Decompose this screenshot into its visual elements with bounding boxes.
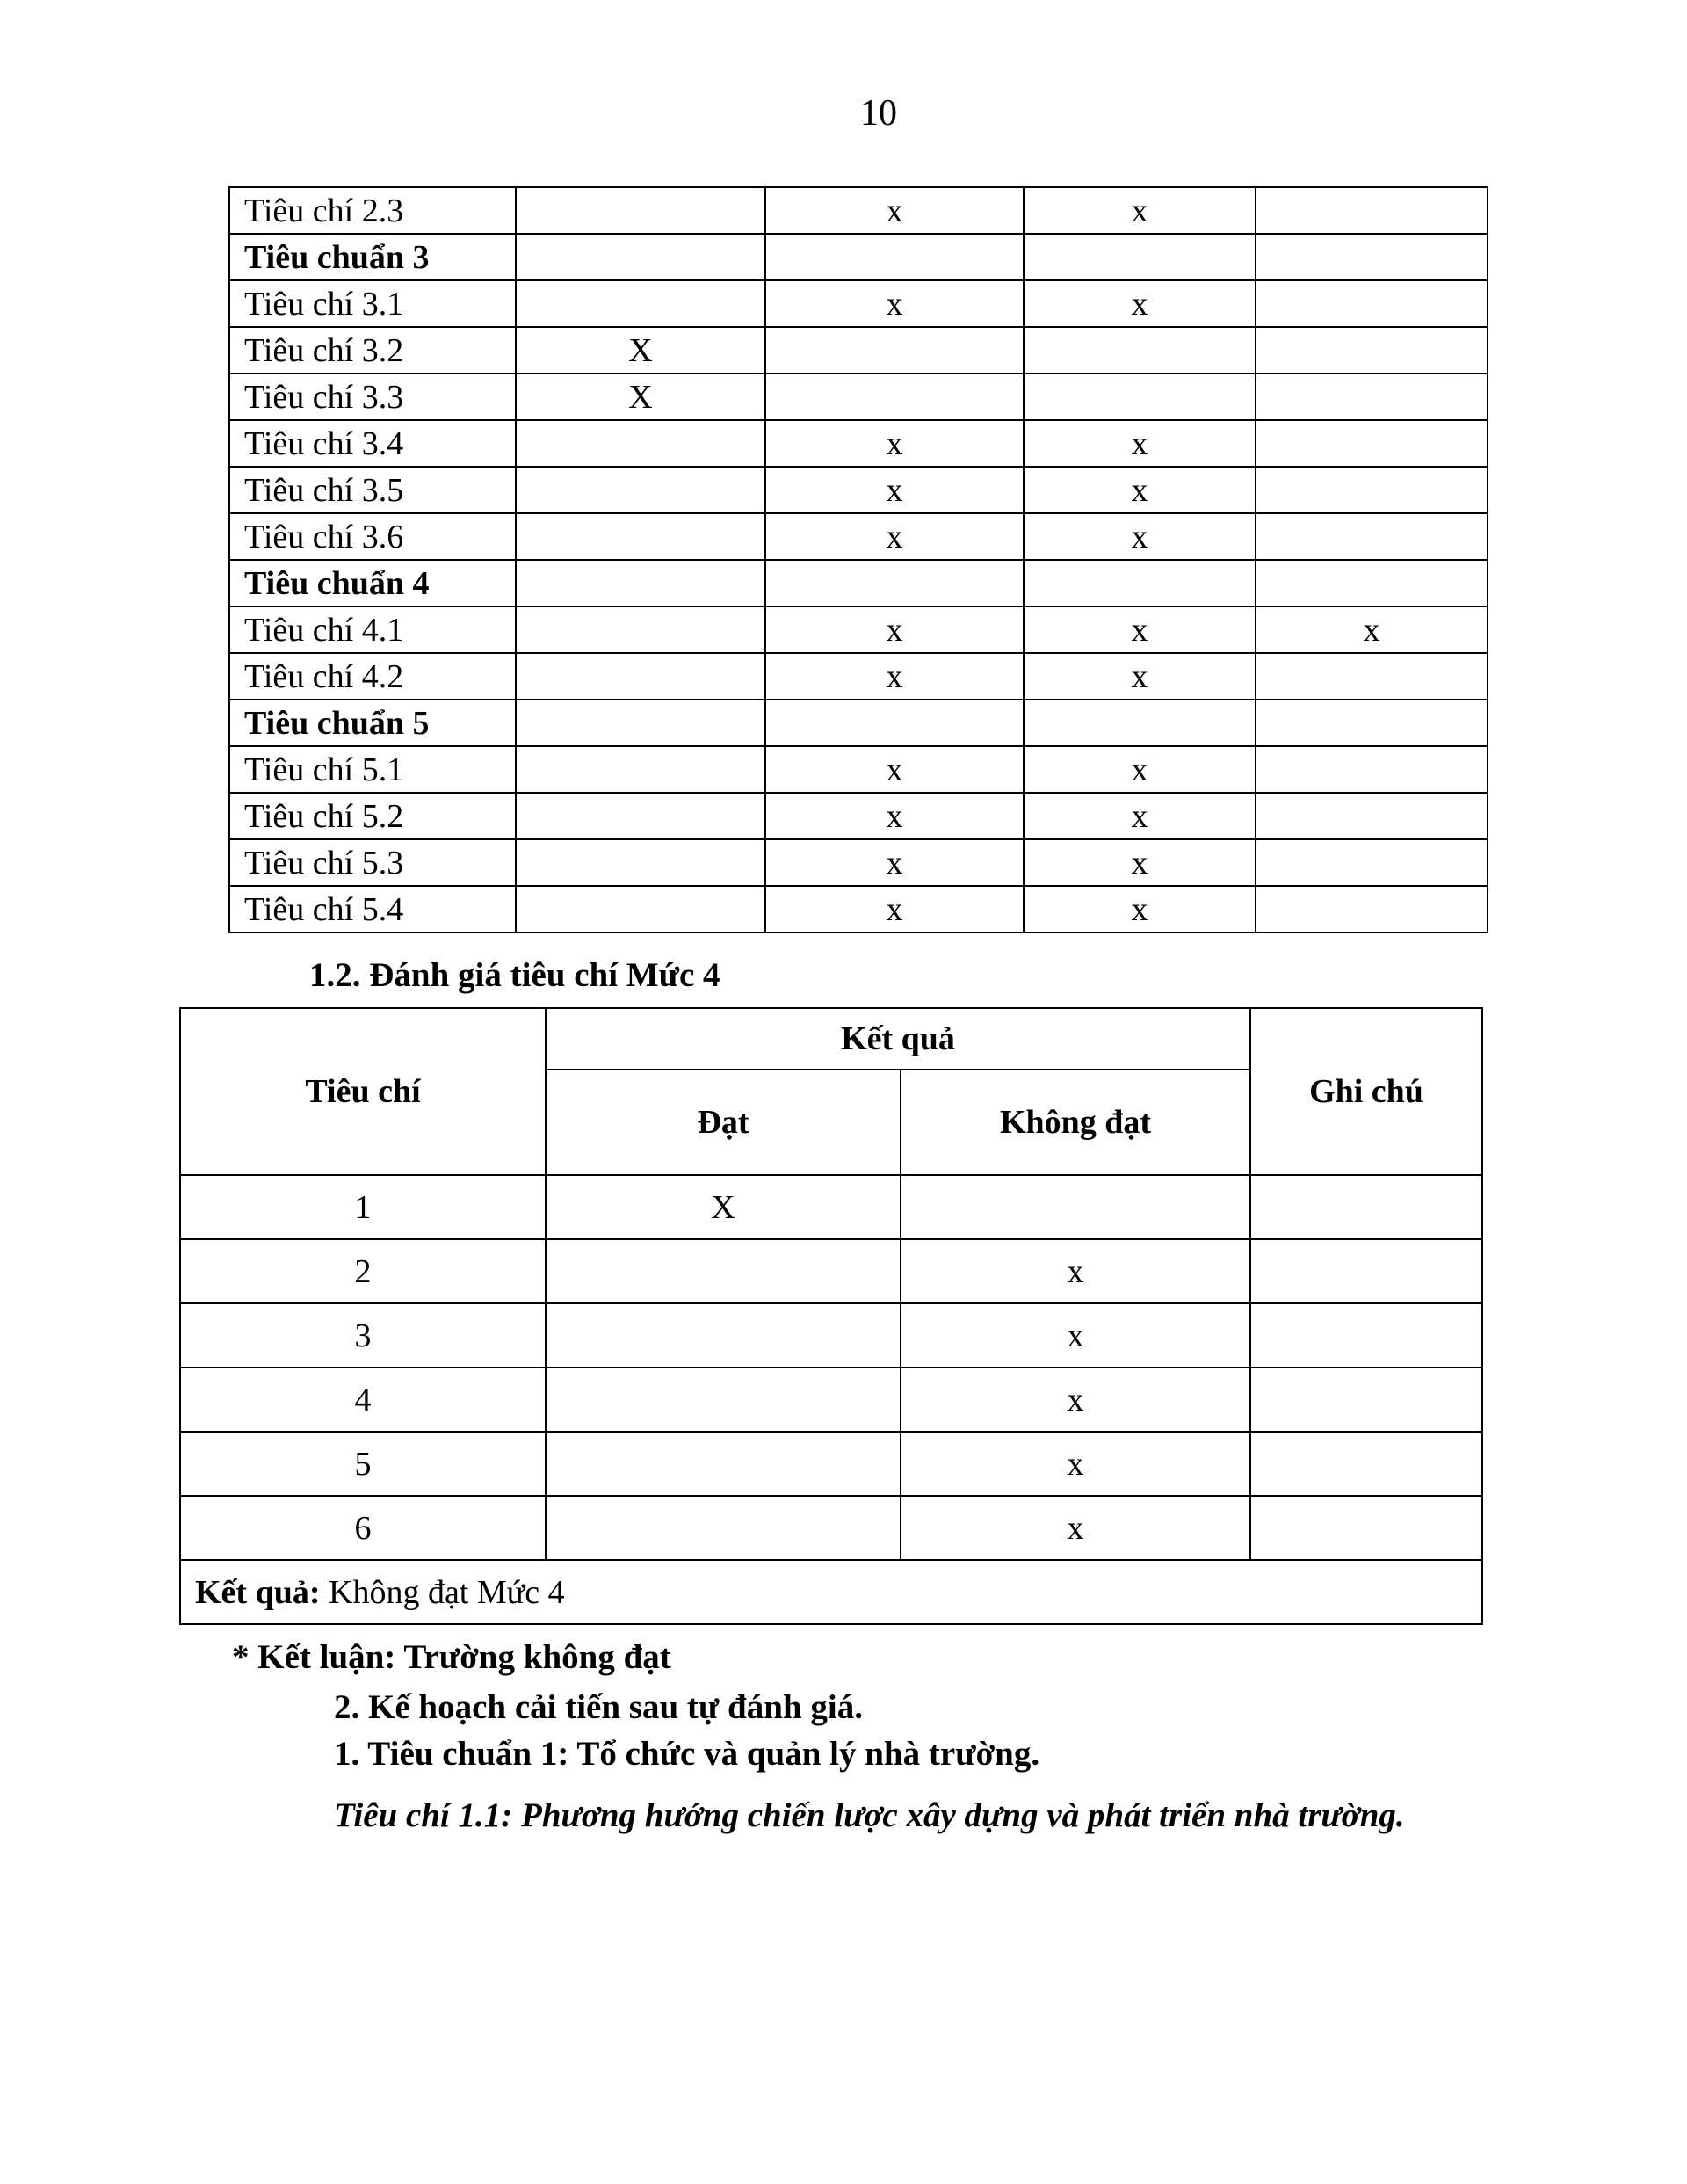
mark-cell-col3: x [765, 653, 1024, 700]
header-pass: Đạt [546, 1070, 901, 1175]
criterion-label: Tiêu chí 3.6 [229, 513, 516, 560]
pass-cell [546, 1496, 901, 1560]
mark-cell-col2 [516, 839, 765, 886]
fail-cell: x [901, 1368, 1250, 1432]
criterion-label: Tiêu chí 3.4 [229, 420, 516, 467]
mark-cell-col2 [516, 187, 765, 234]
mark-cell-col3: x [765, 793, 1024, 839]
criterion-1-1-paragraph: Tiêu chí 1.1: Phương hướng chiến lược xây dựng và phát triển nhà trường. [334, 1796, 1405, 1834]
pass-cell [546, 1368, 901, 1432]
mark-cell-col3 [765, 700, 1024, 746]
table-row [229, 746, 1488, 793]
table-row [229, 467, 1488, 513]
criterion-label: Tiêu chí 5.1 [229, 746, 516, 793]
mark-cell-col3: x [765, 187, 1024, 234]
mark-cell-col3 [765, 327, 1024, 374]
mark-cell-col4 [1024, 700, 1256, 746]
mark-cell-col5 [1256, 700, 1488, 746]
header-note: Ghi chú [1250, 1008, 1482, 1175]
mark-cell-col5 [1256, 886, 1488, 932]
section-heading: 1.2. Đánh giá tiêu chí Mức 4 [309, 956, 720, 994]
table-row [229, 700, 1488, 746]
mark-cell-col2: X [516, 374, 765, 420]
criterion-label: Tiêu chí 3.5 [229, 467, 516, 513]
mark-cell-col2 [516, 746, 765, 793]
table-row [229, 839, 1488, 886]
mark-cell-col5 [1256, 653, 1488, 700]
mark-cell-col2 [516, 513, 765, 560]
criterion-number: 2 [180, 1239, 546, 1303]
table-row [180, 1303, 1482, 1368]
mark-cell-col3: x [765, 839, 1024, 886]
table-row [229, 234, 1488, 280]
improvement-plan-heading: 2. Kế hoạch cải tiến sau tự đánh giá. [334, 1688, 863, 1726]
note-cell [1250, 1432, 1482, 1496]
table-row [229, 606, 1488, 653]
table-row [180, 1496, 1482, 1560]
note-cell [1250, 1368, 1482, 1432]
mark-cell-col3 [765, 234, 1024, 280]
mark-cell-col3: x [765, 886, 1024, 932]
mark-cell-col5 [1256, 467, 1488, 513]
mark-cell-col3 [765, 560, 1024, 606]
page-number: 10 [860, 93, 897, 134]
criterion-label: Tiêu chí 4.2 [229, 653, 516, 700]
mark-cell-col5 [1256, 187, 1488, 234]
criterion-number: 5 [180, 1432, 546, 1496]
mark-cell-col2 [516, 606, 765, 653]
mark-cell-col2: X [516, 327, 765, 374]
level4-evaluation-table [179, 1007, 1483, 1625]
criteria-level-table [228, 186, 1488, 933]
mark-cell-col3: x [765, 467, 1024, 513]
mark-cell-col5 [1256, 420, 1488, 467]
mark-cell-col2 [516, 700, 765, 746]
mark-cell-col5 [1256, 327, 1488, 374]
criterion-label: Tiêu chí 5.4 [229, 886, 516, 932]
mark-cell-col5 [1256, 839, 1488, 886]
table-row [229, 793, 1488, 839]
result-row [180, 1560, 1482, 1624]
header-fail: Không đạt [901, 1070, 1250, 1175]
mark-cell-col4: x [1024, 606, 1256, 653]
level4-table-body [180, 1175, 1482, 1560]
mark-cell-col2 [516, 420, 765, 467]
fail-cell: x [901, 1432, 1250, 1496]
mark-cell-col2 [516, 653, 765, 700]
criterion-number: 3 [180, 1303, 546, 1368]
criterion-label: Tiêu chí 5.2 [229, 793, 516, 839]
mark-cell-col4: x [1024, 420, 1256, 467]
table-row [180, 1368, 1482, 1432]
standard-label: Tiêu chuẩn 5 [229, 700, 516, 746]
mark-cell-col5 [1256, 234, 1488, 280]
mark-cell-col2 [516, 793, 765, 839]
criterion-label: Tiêu chí 3.1 [229, 280, 516, 327]
table-row [229, 420, 1488, 467]
result-label: Kết quả: [195, 1573, 321, 1611]
table-row [180, 1239, 1482, 1303]
mark-cell-col2 [516, 234, 765, 280]
mark-cell-col2 [516, 886, 765, 932]
mark-cell-col5 [1256, 280, 1488, 327]
standard-1-heading: 1. Tiêu chuẩn 1: Tổ chức và quản lý nhà trường. [334, 1735, 1040, 1773]
mark-cell-col4: x [1024, 653, 1256, 700]
mark-cell-col4 [1024, 234, 1256, 280]
mark-cell-col4 [1024, 327, 1256, 374]
table-row [180, 1432, 1482, 1496]
table-row [229, 653, 1488, 700]
mark-cell-col5 [1256, 513, 1488, 560]
standard-label: Tiêu chuẩn 3 [229, 234, 516, 280]
note-cell [1250, 1303, 1482, 1368]
mark-cell-col2 [516, 280, 765, 327]
criterion-label: Tiêu chí 3.3 [229, 374, 516, 420]
table-row [180, 1175, 1482, 1239]
criterion-number: 1 [180, 1175, 546, 1239]
mark-cell-col4: x [1024, 886, 1256, 932]
result-cell [180, 1560, 1482, 1624]
mark-cell-col3: x [765, 280, 1024, 327]
mark-cell-col3: x [765, 606, 1024, 653]
table-row [229, 560, 1488, 606]
mark-cell-col3 [765, 374, 1024, 420]
criterion-number: 4 [180, 1368, 546, 1432]
mark-cell-col4 [1024, 560, 1256, 606]
criterion-label: Tiêu chí 4.1 [229, 606, 516, 653]
mark-cell-col4: x [1024, 746, 1256, 793]
mark-cell-col5: x [1256, 606, 1488, 653]
mark-cell-col2 [516, 560, 765, 606]
mark-cell-col5 [1256, 793, 1488, 839]
fail-cell: x [901, 1239, 1250, 1303]
criteria-level-table-body [229, 187, 1488, 932]
pass-cell [546, 1432, 901, 1496]
criterion-label: Tiêu chí 3.2 [229, 327, 516, 374]
mark-cell-col4: x [1024, 839, 1256, 886]
mark-cell-col5 [1256, 374, 1488, 420]
pass-cell [546, 1239, 901, 1303]
table-row [229, 513, 1488, 560]
criterion-number: 6 [180, 1496, 546, 1560]
criterion-label: Tiêu chí 2.3 [229, 187, 516, 234]
table-row [229, 187, 1488, 234]
mark-cell-col4: x [1024, 187, 1256, 234]
note-cell [1250, 1496, 1482, 1560]
criterion-label: Tiêu chí 5.3 [229, 839, 516, 886]
mark-cell-col4: x [1024, 467, 1256, 513]
note-cell [1250, 1175, 1482, 1239]
mark-cell-col4 [1024, 374, 1256, 420]
table-row [229, 886, 1488, 932]
mark-cell-col3: x [765, 513, 1024, 560]
standard-label: Tiêu chuẩn 4 [229, 560, 516, 606]
mark-cell-col4: x [1024, 793, 1256, 839]
header-criteria: Tiêu chí [180, 1008, 546, 1175]
conclusion: * Kết luận: Trường không đạt [232, 1638, 671, 1676]
pass-cell [546, 1303, 901, 1368]
mark-cell-col4: x [1024, 513, 1256, 560]
header-result: Kết quả [546, 1008, 1250, 1070]
table-header-row [180, 1008, 1482, 1070]
table-row [229, 327, 1488, 374]
table-row [229, 374, 1488, 420]
mark-cell-col2 [516, 467, 765, 513]
fail-cell: x [901, 1303, 1250, 1368]
table-row [229, 280, 1488, 327]
note-cell [1250, 1239, 1482, 1303]
fail-cell [901, 1175, 1250, 1239]
mark-cell-col4: x [1024, 280, 1256, 327]
mark-cell-col3: x [765, 420, 1024, 467]
result-value: Không đạt Mức 4 [320, 1573, 565, 1611]
fail-cell: x [901, 1496, 1250, 1560]
mark-cell-col5 [1256, 560, 1488, 606]
mark-cell-col5 [1256, 746, 1488, 793]
mark-cell-col3: x [765, 746, 1024, 793]
pass-cell: X [546, 1175, 901, 1239]
